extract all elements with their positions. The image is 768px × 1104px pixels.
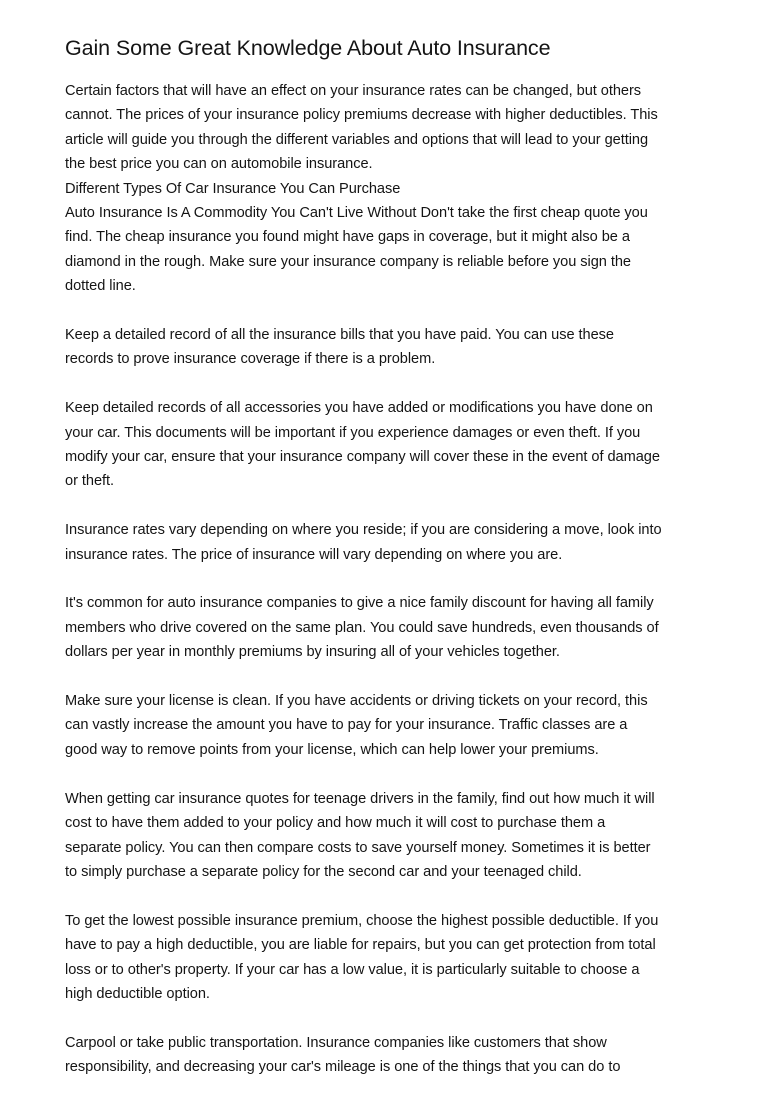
document-page (65, 34, 715, 1104)
paragraph (65, 1031, 715, 1080)
paragraph-line: responsibility, and decreasing your car's mileage is one of the things that you can do to (65, 1059, 621, 1076)
paragraph-line: can vastly increase the amount you have to pay for your insurance. Traffic classes are a (65, 717, 628, 734)
paragraph-line: find. The cheap insurance you found might have gaps in coverage, but it might also be a (65, 229, 630, 246)
paragraph-line: have to pay a high deductible, you are liable for repairs, but you can get protection from total (65, 937, 656, 954)
paragraph (65, 591, 715, 664)
document-body (65, 79, 715, 1080)
paragraph-line: or theft. (65, 473, 115, 490)
paragraph-line: When getting car insurance quotes for teenage drivers in the family, find out how much it will (65, 790, 655, 807)
document-title: Gain Some Great Knowledge About Auto Insurance (65, 36, 551, 60)
paragraph-line: It's common for auto insurance companies to give a nice family discount for having all family (65, 595, 654, 612)
paragraph (65, 787, 715, 885)
paragraph (65, 323, 715, 372)
paragraph-line: loss or to other's property. If your car has a low value, it is particularly suitable to choose a (65, 961, 640, 978)
paragraph-line: good way to remove points from your license, which can help lower your premiums. (65, 741, 599, 758)
paragraph-line: To get the lowest possible insurance premium, choose the highest possible deductible. If you (65, 912, 659, 929)
paragraph-line: separate policy. You can then compare costs to save yourself money. Sometimes it is better (65, 839, 651, 856)
paragraph-line: Certain factors that will have an effect on your insurance rates can be changed, but others (65, 83, 642, 99)
paragraph-line: Auto Insurance Is A Commodity You Can't Live Without Don't take the first cheap quote you (65, 205, 648, 222)
paragraph-line: dollars per year in monthly premiums by insuring all of your vehicles together. (65, 644, 560, 661)
paragraph (65, 689, 715, 762)
paragraph-line: insurance rates. The price of insurance will vary depending on where you are. (65, 546, 563, 563)
paragraph-line: cost to have them added to your policy and how much it will cost to purchase them a (65, 815, 606, 832)
paragraph (65, 396, 715, 494)
paragraph-line: modify your car, ensure that your insurance company will cover these in the event of damage (65, 449, 660, 466)
paragraph-line: members who drive covered on the same plan. You could save hundreds, even thousands of (65, 619, 659, 636)
paragraph-line: the best price you can on automobile insurance. (65, 156, 373, 173)
paragraph-line: Carpool or take public transportation. Insurance companies like customers that show (65, 1034, 607, 1051)
paragraph-line: article will guide you through the different variables and options that will lead to your getting (65, 131, 649, 148)
paragraph (65, 201, 715, 299)
paragraph (65, 79, 715, 177)
paragraph-line: Different Types Of Car Insurance You Can Purchase (65, 180, 401, 197)
paragraph-line: to simply purchase a separate policy for the second car and your teenaged child. (65, 863, 582, 880)
paragraph-line: your car. This documents will be important if you experience damages or even theft. If you (65, 424, 641, 441)
paragraph-line: records to prove insurance coverage if there is a problem. (65, 351, 436, 368)
paragraph-line: Make sure your license is clean. If you have accidents or driving tickets on your record, this (65, 693, 648, 710)
paragraph-line: high deductible option. (65, 985, 210, 1002)
paragraph (65, 177, 715, 201)
paragraph (65, 518, 715, 567)
paragraph-line: diamond in the rough. Make sure your insurance company is reliable before you sign the (65, 253, 631, 270)
paragraph (65, 909, 715, 1007)
paragraph-line: Keep detailed records of all accessories you have added or modifications you have done on (65, 400, 653, 417)
paragraph-line: Keep a detailed record of all the insurance bills that you have paid. You can use these (65, 327, 614, 344)
paragraph-line: cannot. The prices of your insurance policy premiums decrease with higher deductibles. This (65, 107, 658, 124)
paragraph-line: dotted line. (65, 278, 136, 295)
paragraph-line: Insurance rates vary depending on where you reside; if you are considering a move, look into (65, 522, 662, 539)
